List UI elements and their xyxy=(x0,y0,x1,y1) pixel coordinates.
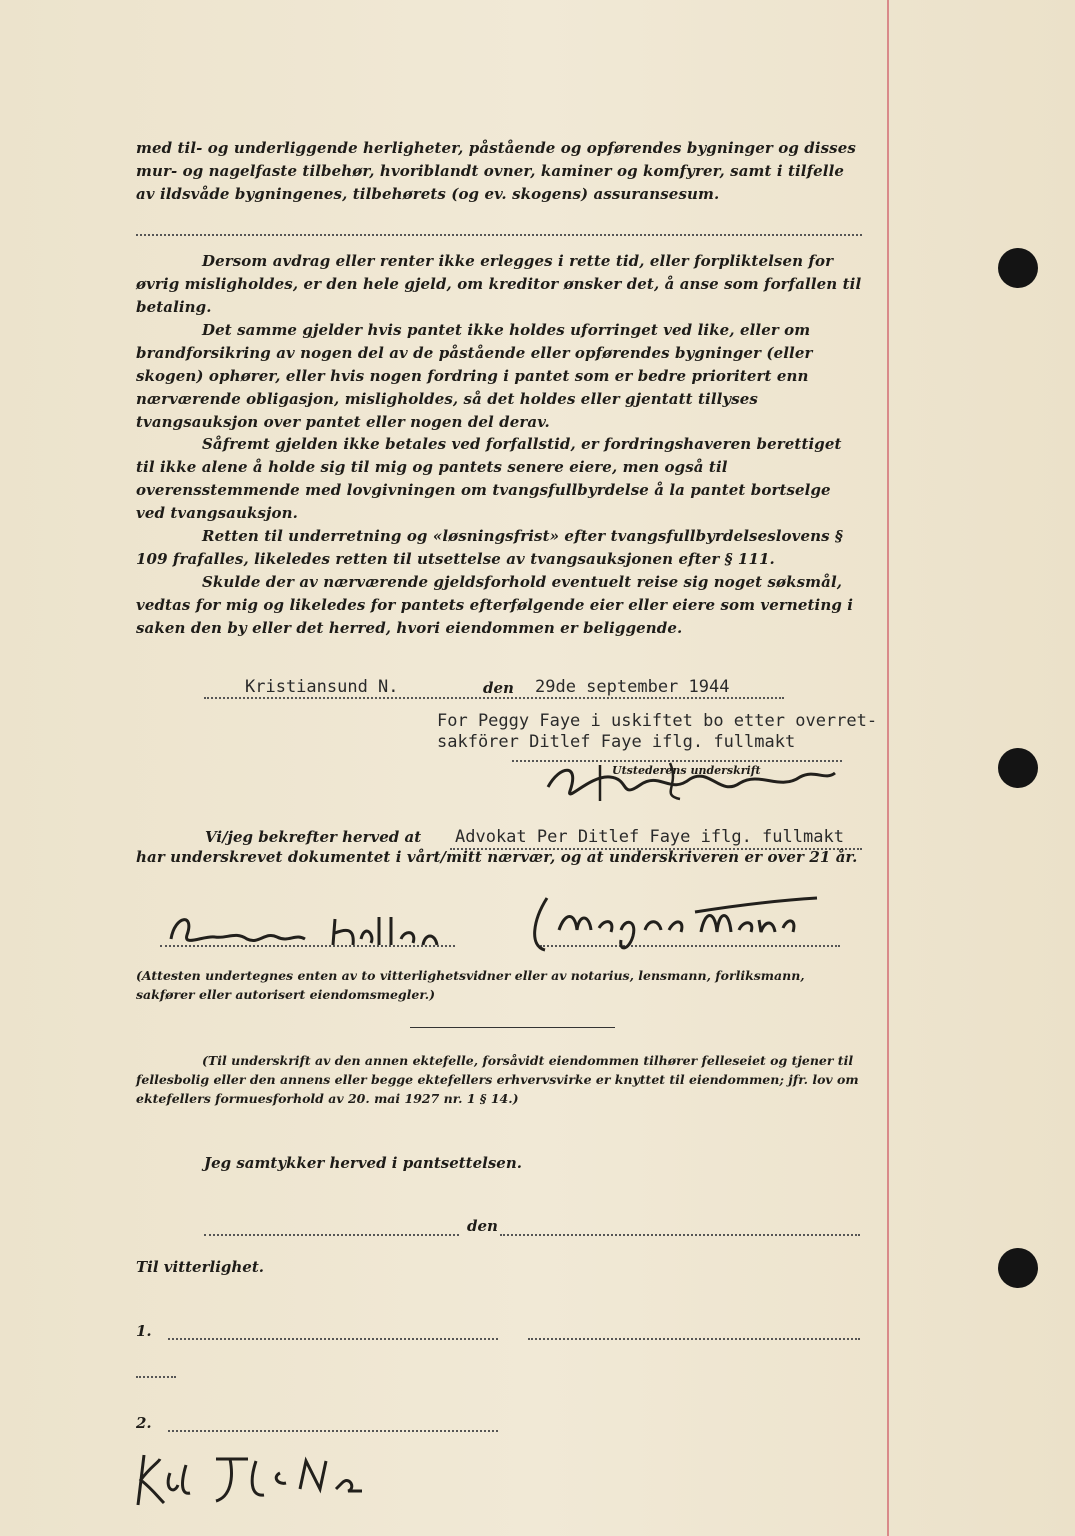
attest-note: (Attesten undertegnes enten av to vitterlighetsvidner eller av notarius, lensmann, forliksmann, sakfører eller autorisert eiendomsmegler.) xyxy=(136,968,805,1002)
punch-hole xyxy=(998,248,1038,288)
paragraph-notice: Retten til underretning og «løsningsfrist» efter tvangsfullbyrdelseslovens § 109 frafalles, likeledes retten til utsettelse av tvangsauksjonen efter § 111. xyxy=(136,527,843,568)
typed-signatory-line2: sakförer Ditlef Faye iflg. fullmakt xyxy=(437,732,796,752)
witness-heading: Til vitterlighet. xyxy=(136,1258,264,1276)
paragraph-venue: Skulde der av nærværende gjeldsforhold eventuelt reise sig noget søksmål, vedtas for mig og likeledes for pantets efterfølgende eier eller eiere som verneting i saken den by eller det herred, hvori eiendommen er beliggende. xyxy=(136,573,854,637)
typed-signatory-line1: For Peggy Faye i uskiftet bo etter overret- xyxy=(437,711,878,731)
consent-place-line xyxy=(204,1234,459,1236)
filler-dots xyxy=(136,1376,176,1378)
witness1-signature xyxy=(165,905,455,955)
witness-consent-line-1a xyxy=(168,1338,498,1340)
paragraph-property: med til- og underliggende herligheter, påstående og opførendes bygninger og disses mur- og nagelfaste tilbehør, hvoriblandt ovner, kaminer og komfyrer, samt i tilfelle av ildsvåde bygningenes, tilbehørets (og ev. skogens) assuransesum. xyxy=(136,139,856,203)
witness2-signature xyxy=(525,890,825,960)
spouse-note: (Til underskrift av den annen ektefelle, forsåvidt eiendommen tilhører felleseiet og tjener til fellesbolig eller den annens eller begge ektefellers erhvervsvirke er knyttet til eiendommen; jfr. lov om ektefellers formuesforhold av 20. mai 1927 nr. 1 § 14.) xyxy=(136,1053,859,1106)
date-line xyxy=(204,697,784,699)
consent-den-label: den xyxy=(467,1217,498,1235)
margin-rule xyxy=(887,0,889,1536)
witness-consent-line-1b xyxy=(528,1338,860,1340)
attest-text: har underskrevet dokumentet i vårt/mitt nærvær, og at underskriveren er over 21 år. xyxy=(136,848,858,866)
dotted-separator xyxy=(136,234,862,236)
issuer-signature xyxy=(540,755,840,815)
place-value: Kristiansund N. xyxy=(245,677,399,697)
issuer-label: Utstederens underskrift xyxy=(612,764,761,777)
consent-text: Jeg samtykker herved i pantsettelsen. xyxy=(204,1154,522,1172)
witness-consent-line-2a xyxy=(168,1430,498,1432)
margin-note-handwriting xyxy=(130,1445,370,1515)
punch-hole xyxy=(998,1248,1038,1288)
paragraph-enforcement: Såfremt gjelden ikke betales ved forfallstid, er fordringshaveren berettiget til ikke alene å holde sig til mig og pantets senere eiere, men også til overensstemmende med lovgivningen om tvangsfullbyrdelse å la pantet bortselge ved tvangsauksjon. xyxy=(136,435,842,522)
witness-number-2: 2. xyxy=(136,1414,152,1432)
den-label: den xyxy=(483,679,514,697)
date-value: 29de september 1944 xyxy=(535,677,730,697)
punch-hole xyxy=(998,748,1038,788)
section-divider xyxy=(410,1027,615,1028)
paragraph-condition: Det samme gjelder hvis pantet ikke holdes uforringet ved like, eller om brandforsikring av nogen del av de påstående eller opførendes bygninger (eller skogen) ophører, eller hvis nogen fordring i pantet som er bedre prioritert enn nærværende obligasjon, misligholdes, så det holdes eller gjentatt tillyses tvangsauksjon over pantet eller nogen del derav. xyxy=(136,321,813,431)
attest-typed-name: Advokat Per Ditlef Faye iflg. fullmakt xyxy=(455,827,844,847)
consent-date-line xyxy=(500,1234,860,1236)
witness-number-1: 1. xyxy=(136,1322,152,1340)
attest-lead: Vi/jeg bekrefter herved at xyxy=(205,828,422,846)
paragraph-default: Dersom avdrag eller renter ikke erlegges i rette tid, eller forpliktelsen for øvrig misligholdes, er den hele gjeld, om kreditor ønsker det, å anse som forfallen til betaling. xyxy=(136,252,862,316)
